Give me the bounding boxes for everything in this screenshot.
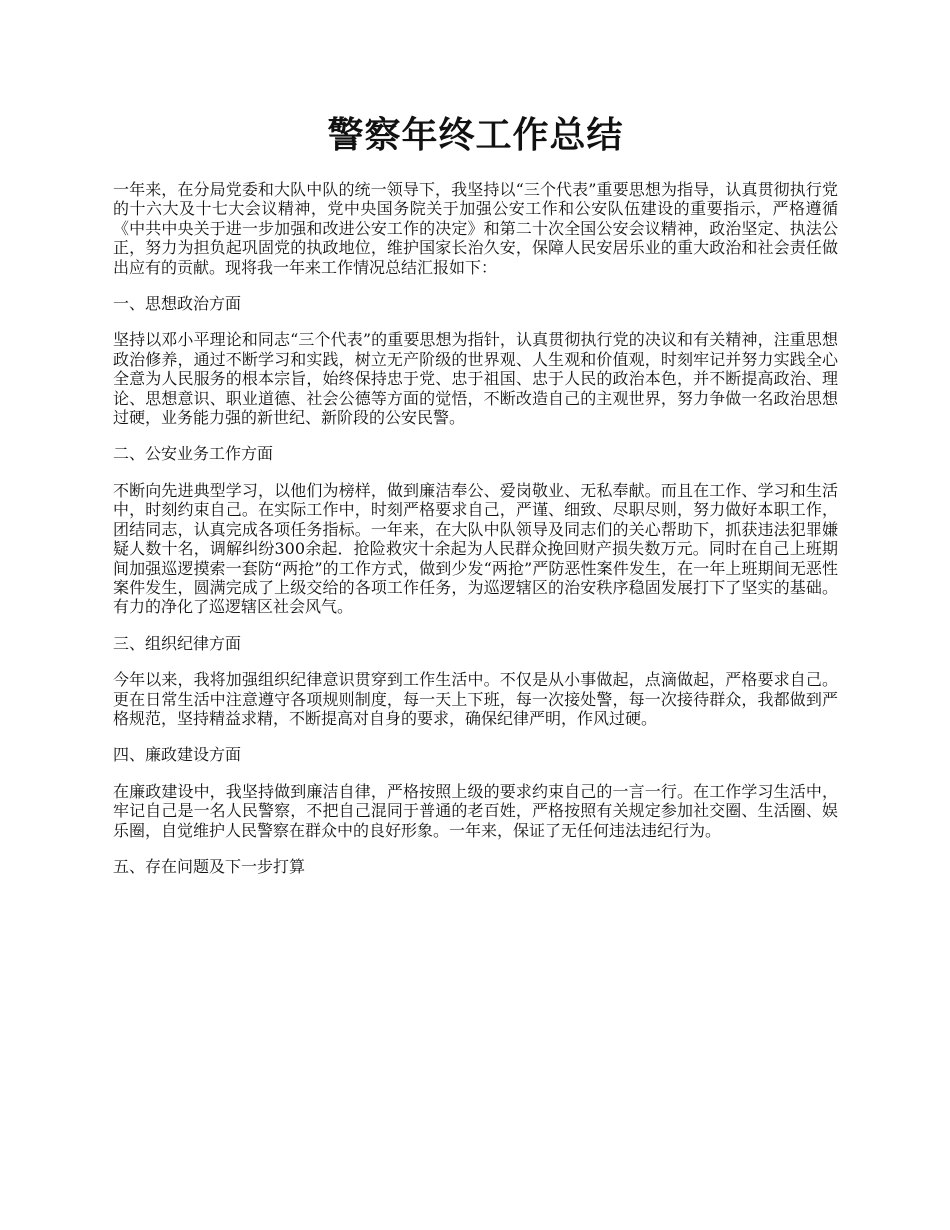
- section-body-integrity: 在廉政建设中，我坚持做到廉洁自律，严格按照上级的要求约束自己的一言一行。在工作学习生活中，牢记自己是一名人民警察，不把自己混同于普通的老百姓，严格按照有关规定参加社交圈、生活圈、娱乐圈，自觉维护人民警察在群众中的良好形象。一年来，保证了无任何违法违纪行为。: [113, 781, 838, 840]
- section-body-ideology: 坚持以邓小平理论和同志“三个代表”的重要思想为指针，认真贯彻执行党的决议和有关精神，注重思想政治修养，通过不断学习和实践，树立无产阶级的世界观、人生观和价值观，时刻牢记并努力实践全心全意为人民服务的根本宗旨，始终保持忠于党、忠于祖国、忠于人民的政治本色，并不断提高政治、理论、思想意识、职业道德、社会公德等方面的觉悟，不断改造自己的主观世界，努力争做一名政治思想过硬，业务能力强的新世纪、新阶段的公安民警。: [113, 330, 838, 428]
- intro-paragraph: 一年来，在分局党委和大队中队的统一领导下，我坚持以“三个代表”重要思想为指导，认真贯彻执行党的十六大及十七大会议精神，党中央国务院关于加强公安工作和公安队伍建设的重要指示，严格遵循《中共中央关于进一步加强和改进公安工作的决定》和第二十次全国公安会议精神，政治坚定、执法公正，努力为担负起巩固党的执政地位，维护国家长治久安，保障人民安居乐业的重大政治和社会责任做出应有的贡献。现将我一年来工作情况总结汇报如下：: [113, 180, 838, 277]
- document-page: [113, 0, 838, 876]
- section-body-discipline: 今年以来，我将加强组织纪律意识贯穿到工作生活中。不仅是从小事做起，点滴做起，严格要求自己。更在日常生活中注意遵守各项规则制度，每一天上下班，每一次接处警，每一次接待群众，我都做到严格规范，坚持精益求精，不断提高对自身的要求，确保纪律严明，作风过硬。: [113, 670, 838, 728]
- section-heading-discipline: 三、组织纪律方面: [113, 633, 242, 653]
- section-body-police-work: 不断向先进典型学习，以他们为榜样，做到廉洁奉公、爱岗敬业、无私奉献。而且在工作、学习和生活中，时刻约束自己。在实际工作中，时刻严格要求自己，严谨、细致、尽职尽则，努力做好本职工作，团结同志，认真完成各项任务指标。一年来，在大队中队领导及同志们的关心帮助下，抓获违法犯罪嫌疑人数十名，调解纠纷300余起．抢险救灾十余起为人民群众挽回财产损失数万元。同时在自己上班期间加强巡逻摸索一套防“两抢”的工作方式，做到少发“两抢”严防恶性案件发生，在一年上班期间无恶性案件发生，圆满完成了上级交给的各项工作任务，为巡逻辖区的治安秩序稳固发展打下了坚实的基础。有力的净化了巡逻辖区社会风气。: [113, 480, 838, 617]
- section-heading-ideology: 一、思想政治方面: [113, 294, 242, 314]
- document-title: 警察年终工作总结: [327, 115, 624, 156]
- section-heading-problems-plans: 五、存在问题及下一步打算: [113, 856, 306, 876]
- section-heading-integrity: 四、廉政建设方面: [113, 745, 242, 765]
- section-heading-police-work: 二、公安业务工作方面: [113, 444, 274, 464]
